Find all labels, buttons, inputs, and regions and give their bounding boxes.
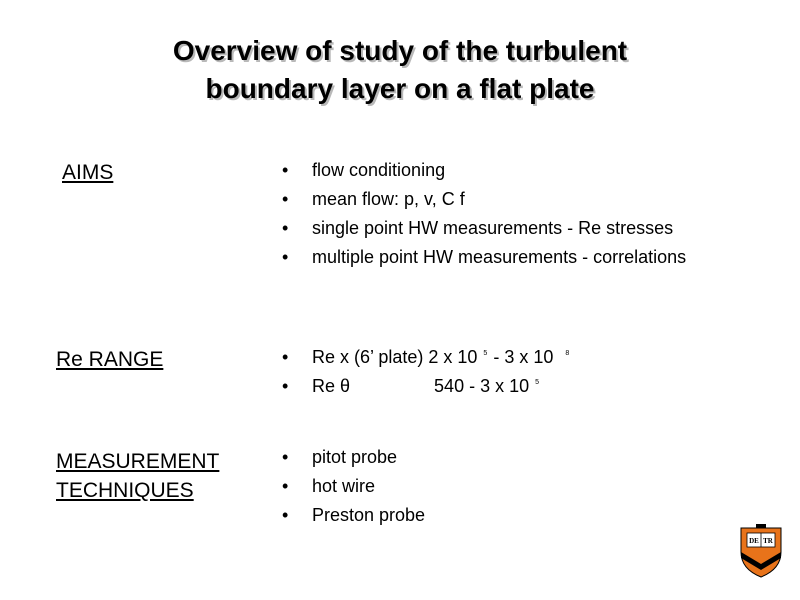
- aims-label: AIMS: [62, 161, 114, 184]
- slide-title: [0, 32, 800, 108]
- bullet-icon: •: [282, 476, 289, 496]
- list-item: [282, 372, 569, 401]
- bullet-icon: •: [282, 505, 289, 525]
- re-range-list: [282, 343, 569, 401]
- re-theta-label: Re: [312, 376, 336, 396]
- bullet-text: mean flow: p, v, C f: [312, 189, 465, 209]
- list-item: [282, 185, 686, 214]
- title-line-2: boundary layer on a flat plate: [205, 73, 595, 104]
- exponent: 5: [483, 350, 488, 357]
- bullet-text: flow conditioning: [312, 160, 446, 180]
- bullet-text: multiple point HW measurements - correlations: [312, 247, 687, 267]
- bullet-icon: •: [282, 189, 289, 209]
- bullet-text: Preston probe: [312, 505, 426, 525]
- re-theta-value: 540 - 3 x 10: [434, 376, 530, 396]
- bullet-icon: •: [282, 447, 289, 467]
- theta-symbol: θ: [340, 376, 351, 396]
- list-item: [282, 443, 425, 472]
- bullet-text: pitot probe: [312, 447, 398, 467]
- exponent: 8: [565, 350, 570, 357]
- bullet-icon: •: [282, 347, 289, 367]
- aims-list: [282, 156, 686, 272]
- list-item: [282, 343, 569, 372]
- bullet-text: single point HW measurements - Re stresses: [312, 218, 674, 238]
- re-x-upper: - 3 x 10: [493, 347, 554, 367]
- bullet-icon: •: [282, 247, 289, 267]
- list-item: [282, 243, 686, 272]
- re-range-label: Re RANGE: [56, 348, 164, 371]
- title-line-1: Overview of study of the turbulent: [172, 35, 628, 66]
- techniques-label: [56, 447, 219, 505]
- techniques-label-line-2: TECHNIQUES: [56, 479, 194, 502]
- list-item: [282, 156, 686, 185]
- svg-text:DE: DE: [749, 537, 759, 545]
- list-item: [282, 214, 686, 243]
- techniques-label-line-1: MEASUREMENT: [56, 450, 220, 473]
- bullet-icon: •: [282, 160, 289, 180]
- princeton-shield-icon: [738, 522, 784, 578]
- list-item: [282, 501, 425, 530]
- bullet-icon: •: [282, 376, 289, 396]
- svg-text:TR: TR: [763, 537, 773, 545]
- list-item: [282, 472, 425, 501]
- bullet-text: hot wire: [312, 476, 376, 496]
- bullet-icon: •: [282, 218, 289, 238]
- re-x-text: Re x (6’ plate) 2 x 10: [312, 347, 478, 367]
- techniques-list: [282, 443, 425, 530]
- exponent: 5: [535, 379, 540, 386]
